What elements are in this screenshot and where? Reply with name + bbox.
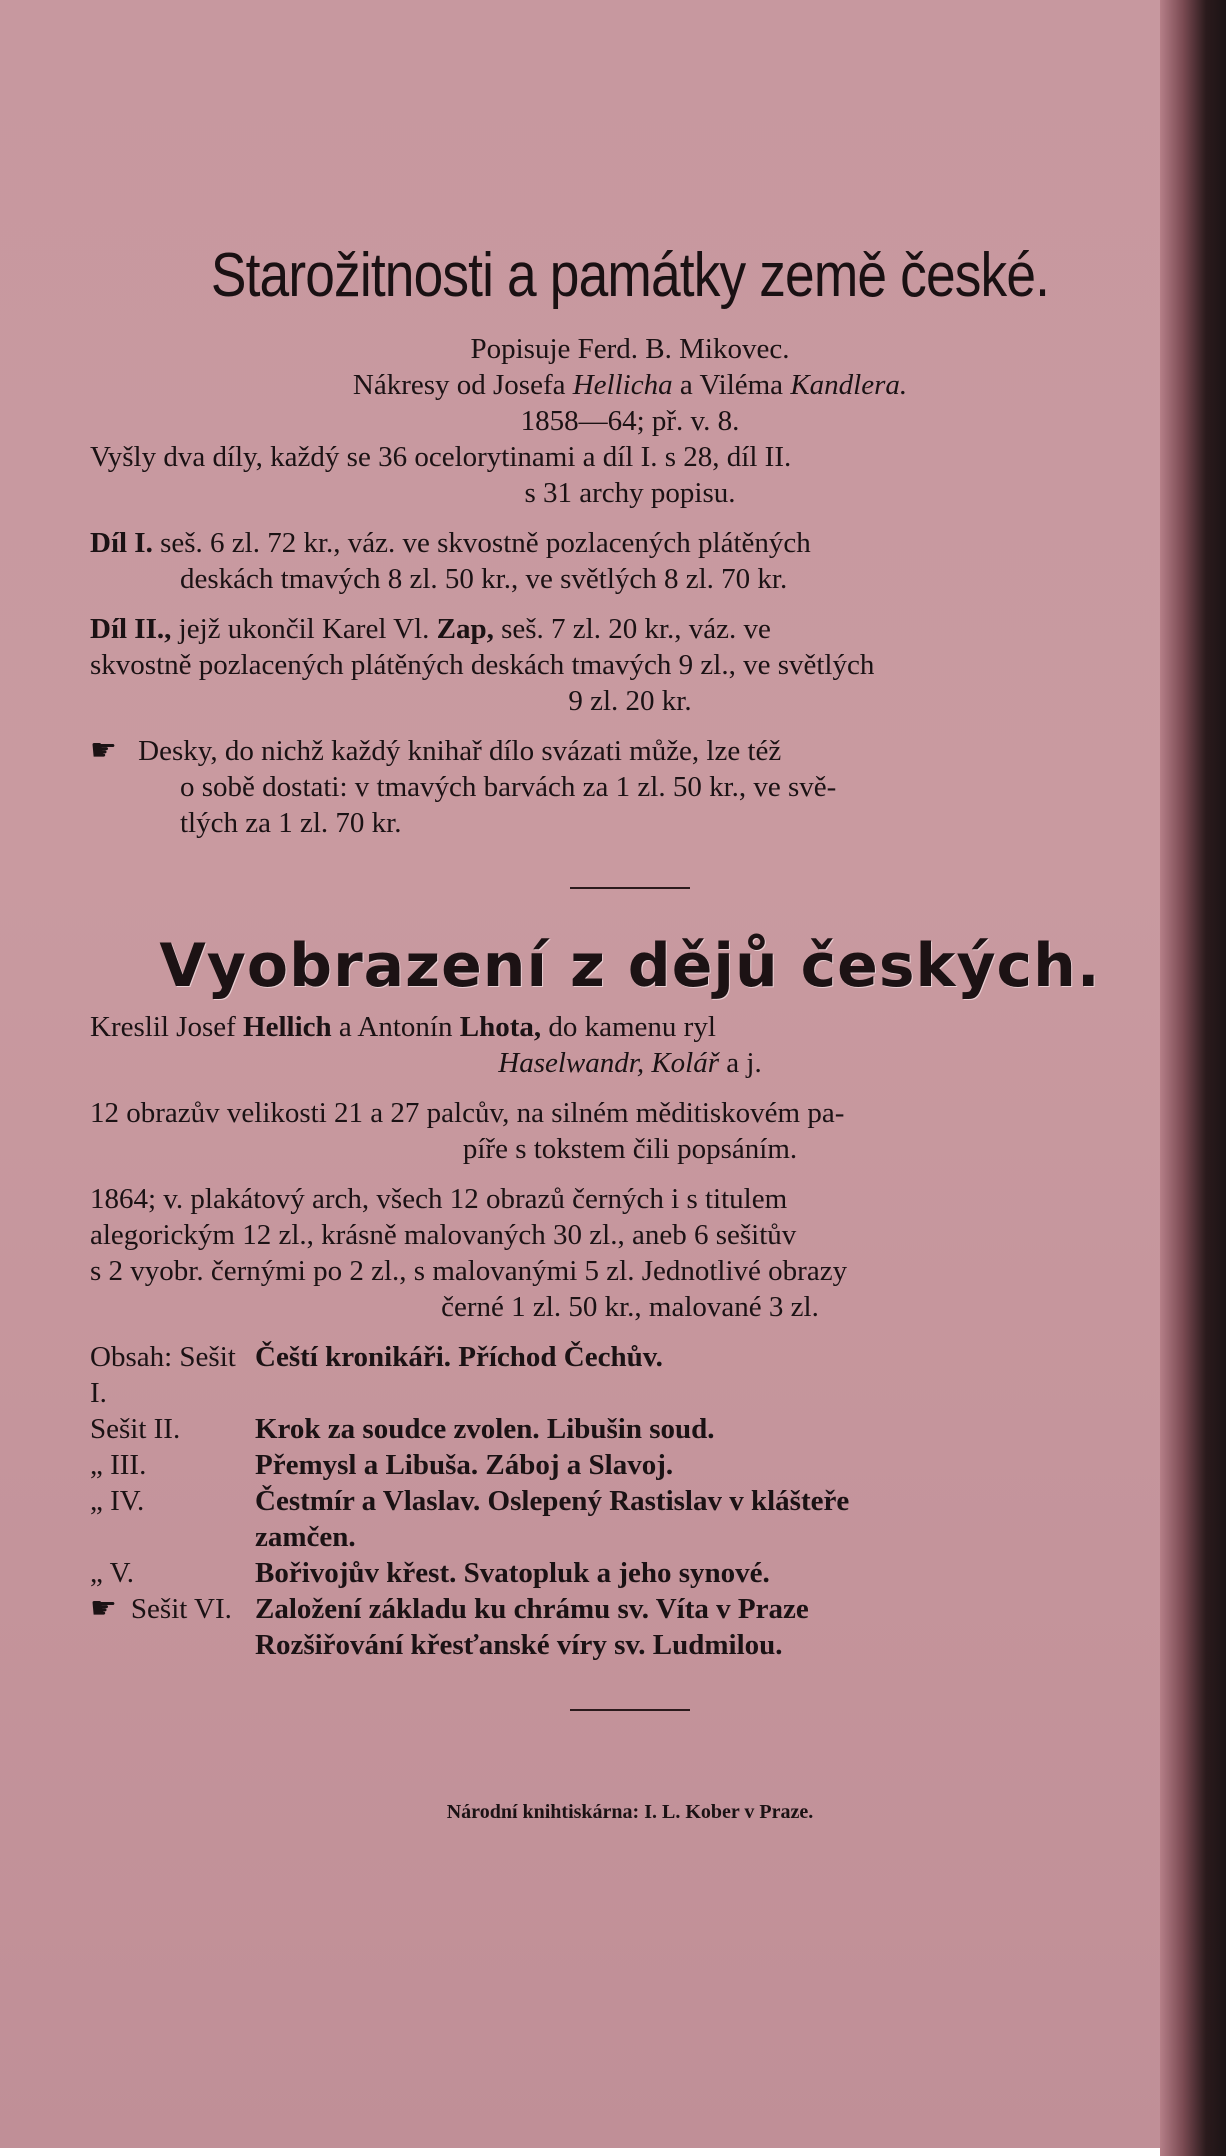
issued-line-1: Vyšly dva díly, každý se 36 ocelorytinami a díl I. s 28, díl II. [90,441,792,473]
section1-title: Starožitnosti a památky země české. [210,241,1050,310]
sizes-line-2: píře s tokstem čili popsáním. [462,1133,798,1165]
issued-line-2: s 31 archy popisu. [524,477,736,509]
price-line-4: černé 1 zl. 50 kr., malované 3 zl. [441,1291,819,1323]
section2-title: Vyobrazení z dějů českých. [159,931,1101,1001]
content [90,240,1170,1844]
dil2-line-3: 9 zl. 20 kr. [568,685,692,717]
dil2-line: Díl II., jejž ukončil Karel Vl. Zap, seš. 7 zl. 20 kr., váz. ve [90,613,771,645]
drawings-line: Nákresy od Josefa Hellicha a Viléma Kandlera. [352,369,908,401]
pointing-hand-icon: ☛ [90,734,117,767]
author-line: Popisuje Ferd. B. Mikovec. [470,333,790,365]
list-item: Rozšiřování křesťanské víry sv. Ludmilou. [255,1629,783,1661]
desky-line-1: ☛ Desky, do nichž každý knihař dílo svázati může, lze též [90,734,782,767]
desky-line-3: tlých za 1 zl. 70 kr. [180,807,402,839]
dil1-line-2: deskách tmavých 8 zl. 50 kr., ve světlých 8 zl. 70 kr. [180,563,788,595]
desky-line-2: o sobě dostati: v tmavých barvách za 1 zl. 50 kr., ve svě- [180,771,837,803]
dil1-line: Díl I. seš. 6 zl. 72 kr., váz. ve skvostně pozlacených plátěných [90,527,811,559]
contents-list [90,1339,1170,1663]
list-item-sesit6: ☛ Sešit VI. Založení základu ku chrámu sv. Víta v Praze [90,1592,809,1625]
list-item: zamčen. [255,1521,356,1553]
edition-line: 1858—64; př. v. 8. [520,405,740,437]
price-line-2: alegorickým 12 zl., krásně malovaných 30 zl., aneb 6 sešitův [90,1219,797,1251]
list-item: „ V. Bořivojův křest. Svatopluk a jeho synové. [90,1557,770,1589]
engravers-line: Haselwandr, Kolář a j. [498,1047,762,1079]
list-item: Sešit II. Krok za soudce zvolen. Libušin soud. [90,1413,715,1445]
list-item: „ IV. Čestmír a Vlaslav. Oslepený Rastislav v klášteře [90,1485,850,1517]
sizes-line-1: 12 obrazův velikosti 21 a 27 palcův, na silném měditiskovém pa- [90,1097,845,1129]
list-item: „ III. Přemysl a Libuša. Záboj a Slavoj. [90,1449,674,1481]
list-item: Obsah: Sešit I. Čeští kronikáři. Příchod Čechův. [90,1341,663,1409]
dil2-line-2: skvostně pozlacených plátěných deskách tmavých 9 zl., ve světlých [90,649,875,681]
pointing-hand-icon: ☛ [90,1592,117,1625]
credits-line: Kreslil Josef Hellich a Antonín Lhota, do kamenu ryl [90,1011,716,1043]
printer-imprint: Národní knihtiskárna: I. L. Kober v Praze. [446,1801,814,1823]
book-spine [1160,0,1226,2156]
price-line-3: s 2 vyobr. černými po 2 zl., s malovanými 5 zl. Jednotlivé obrazy [90,1255,848,1287]
divider-2 [570,1709,690,1711]
price-line-1: 1864; v. plakátový arch, všech 12 obrazů černých i s titulem [90,1183,788,1215]
divider-1 [570,887,690,889]
